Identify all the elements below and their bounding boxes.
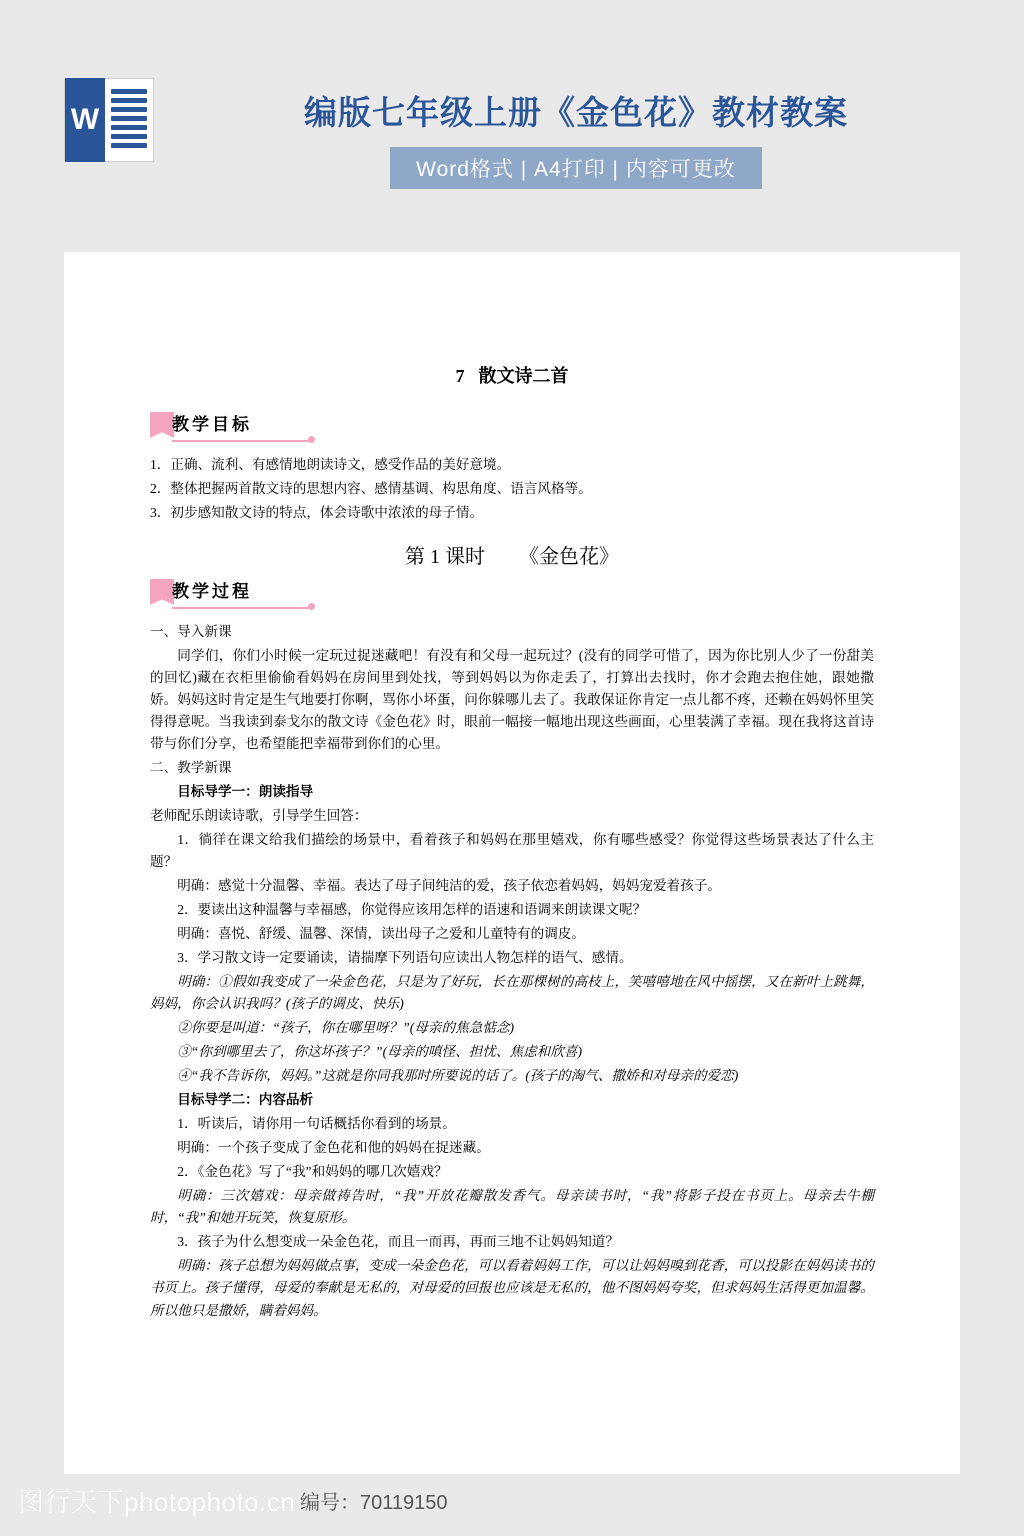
body-paragraph: 目标导学二：内容品析: [177, 1092, 314, 1108]
banner-dot-icon: [308, 603, 315, 610]
goal-item: 3．初步感知散文诗的特点，体会诗歌中浓浓的母子情。: [150, 505, 484, 521]
body-paragraph: 老师配乐朗读诗歌，引导学生回答：: [150, 808, 368, 824]
ribbon-icon: [150, 412, 174, 438]
body-paragraph: 明确：感觉十分温馨、幸福。表达了母子间纯洁的爱，孩子依恋着妈妈，妈妈宠爱着孩子。: [177, 878, 721, 894]
page-title: 编版七年级上册《金色花》教材教案: [304, 94, 848, 131]
body-paragraph: 明确：喜悦、舒缓、温馨、深情，读出母子之爱和儿童特有的调皮。: [177, 926, 585, 942]
goal-item: 1．正确、流利、有感情地朗读诗文，感受作品的美好意境。: [150, 457, 511, 472]
page-footer: [0, 1474, 1024, 1536]
body-paragraph: 明确：三次嬉戏：母亲做祷告时，“我”开放花瓣散发香气。母亲读书时，“我”将影子投在书页上。母亲去牛棚时，“我”和她开玩笑，恢复原形。: [150, 1188, 874, 1226]
body-paragraph: 1．听读后，请你用一句话概括你看到的场景。: [177, 1116, 456, 1132]
watermark-text: 图行天下photophoto.cn: [18, 1487, 296, 1517]
body-paragraph: 2．要读出这种温馨与幸福感，你觉得应该用怎样的语速和语调来朗读课文呢？: [177, 902, 647, 918]
body-paragraph: 明确：①假如我变成了一朵金色花，只是为了好玩，长在那棵树的高枝上，笑嘻嘻地在风中摇摆，又在新叶上跳舞，妈妈，你会认识我吗？(孩子的调皮、快乐): [150, 974, 874, 1012]
lesson-title: 《金色花》: [519, 546, 619, 569]
teaching-process-label: 教学过程: [172, 582, 252, 602]
ribbon-icon: [150, 579, 174, 605]
word-logo-letter: W: [65, 78, 105, 162]
document-page: [64, 252, 960, 1474]
teaching-goals-banner: [150, 410, 874, 444]
header-title-block: [186, 92, 966, 189]
body-paragraph: 二、教学新课: [150, 760, 232, 776]
page-subtitle: Word格式 | A4打印 | 内容可更改: [390, 147, 762, 189]
body-paragraph: 3．学习散文诗一定要诵读，请揣摩下列语句应读出人物怎样的语气、感情。: [177, 950, 633, 966]
body-paragraph: 明确：一个孩子变成了金色花和他的妈妈在捉迷藏。: [177, 1140, 490, 1156]
word-logo-lines: [105, 89, 153, 152]
code-value: 70119150: [360, 1492, 448, 1514]
page-header: [0, 0, 1024, 232]
banner-rule: [172, 440, 312, 442]
body-paragraph: 明确：孩子总想为妈妈做点事，变成一朵金色花，可以看着妈妈工作，可以让妈妈嗅到花香，可以投影在妈妈读书的书页上。孩子懂得，母爱的奉献是无私的，对母爱的回报也应该是无私的，他不图妈妈夸奖，但求妈妈生活得更加温馨。所以他只是撒娇，瞒着妈妈。: [150, 1258, 874, 1318]
document-content: [64, 252, 960, 1322]
body-paragraphs: [150, 621, 874, 1321]
lesson-heading: [150, 540, 874, 569]
body-paragraph: 目标导学一：朗读指导: [177, 784, 314, 800]
banner-rule: [172, 607, 312, 609]
section-title-text: 散文诗二首: [478, 366, 569, 386]
code-label: 编号：: [300, 1492, 360, 1514]
section-heading: [150, 362, 874, 388]
body-paragraph: 同学们，你们小时候一定玩过捉迷藏吧！有没有和父母一起玩过？(没有的同学可惜了，因为你比别人少了一份甜美的回忆)藏在衣柜里偷偷看妈妈在房间里到处找，等到妈妈以为你走丢了，打算出去找时，你才会跑去抱住她，跟她撒娇。妈妈这时肯定是生气地要打你啊，骂你小坏蛋，问你躲哪儿去了。我敢保证你肯定一点儿都不疼，还赖在妈妈怀里笑得得意呢。当我读到泰戈尔的散文诗《金色花》时，眼前一幅接一幅地出现这些画面，心里装满了幸福。现在我将这首诗带与你们分享，也希望能把幸福带到你们的心里。: [150, 648, 874, 752]
teaching-goals-label: 教学目标: [172, 415, 252, 434]
body-paragraph: 一、导入新课: [150, 624, 232, 640]
section-number: 7: [455, 366, 465, 386]
body-paragraph: ④“我不告诉你，妈妈。”这就是你同我那时所要说的话了。(孩子的淘气、撒娇和对母亲的爱恋): [177, 1068, 739, 1084]
lesson-number: 第 1 课时: [405, 546, 485, 569]
goal-item: 2．整体把握两首散文诗的思想内容、感情基调、构思角度、语言风格等。: [150, 481, 592, 497]
image-code: [300, 1486, 448, 1515]
teaching-process-banner: [150, 577, 874, 611]
body-paragraph: ③“你到哪里去了，你这坏孩子？”(母亲的嗔怪、担忧、焦虑和欣喜): [177, 1044, 582, 1060]
body-paragraph: ②你要是叫道：“孩子，你在哪里呀？”(母亲的焦急惦念): [177, 1020, 515, 1036]
body-paragraph: 3．孩子为什么想变成一朵金色花，而且一而再，再而三地不让妈妈知道？: [177, 1234, 619, 1250]
banner-dot-icon: [308, 436, 315, 443]
body-paragraph: 1．徜徉在课文给我们描绘的场景中，看着孩子和妈妈在那里嬉戏，你有哪些感受？你觉得这些场景表达了什么主题？: [150, 832, 874, 870]
word-document-icon: [64, 78, 154, 162]
body-paragraph: 2．《金色花》写了“我”和妈妈的哪几次嬉戏？: [177, 1164, 448, 1180]
